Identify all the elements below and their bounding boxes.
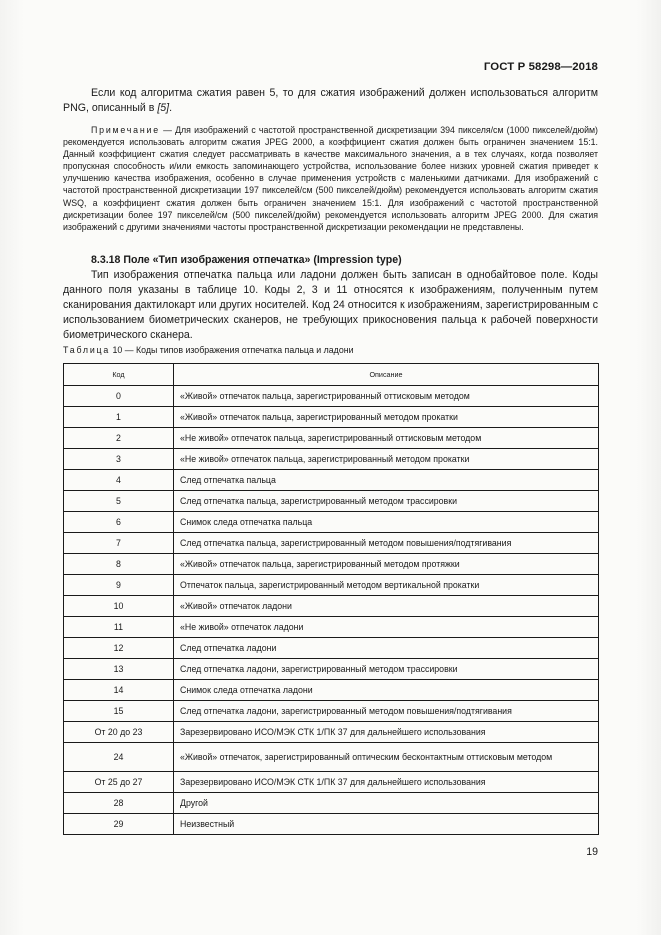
table-cell-code: 3: [64, 449, 174, 470]
table-row: [64, 533, 599, 554]
table-row: [64, 407, 599, 428]
table-row: [64, 386, 599, 407]
table-cell-description: След отпечатка пальца: [174, 470, 599, 491]
table-row: [64, 701, 599, 722]
table-cell-code: 24: [64, 743, 174, 772]
column-header-description: Описание: [174, 364, 599, 386]
page-number: 19: [586, 846, 598, 858]
table-row: [64, 743, 599, 772]
standard-header: ГОСТ Р 58298—2018: [483, 61, 598, 73]
table-row: [64, 491, 599, 512]
table-cell-description: След отпечатка ладони: [174, 638, 599, 659]
table-cell-code: 5: [64, 491, 174, 512]
table-cell-description: «Живой» отпечаток, зарегистрированный оптическим бесконтактным оттисковым методом: [174, 743, 599, 772]
table-caption-label: Таблица: [63, 345, 111, 355]
table-row: [64, 575, 599, 596]
note-label: Примечание: [91, 125, 160, 135]
table-cell-description: Отпечаток пальца, зарегистрированный методом вертикальной прокатки: [174, 575, 599, 596]
table-cell-code: 6: [64, 512, 174, 533]
table-caption: [63, 345, 353, 355]
table-cell-description: «Не живой» отпечаток пальца, зарегистрированный методом прокатки: [174, 449, 599, 470]
table-cell-code: 9: [64, 575, 174, 596]
table-caption-text: 10 — Коды типов изображения отпечатка пальца и ладони: [110, 345, 354, 355]
table-row: [64, 659, 599, 680]
table-cell-code: 12: [64, 638, 174, 659]
note-paragraph: [63, 124, 598, 233]
section-heading: 8.3.18 Поле «Тип изображения отпечатка» (Impression type): [91, 254, 402, 266]
table-cell-description: «Живой» отпечаток пальца, зарегистрированный методом протяжки: [174, 554, 599, 575]
table-row: [64, 680, 599, 701]
table-cell-code: 8: [64, 554, 174, 575]
table-row: [64, 617, 599, 638]
table-cell-description: След отпечатка ладони, зарегистрированный методом повышения/подтягивания: [174, 701, 599, 722]
table-row: [64, 554, 599, 575]
table-cell-description: След отпечатка пальца, зарегистрированный методом повышения/подтягивания: [174, 533, 599, 554]
table-cell-code: От 20 до 23: [64, 722, 174, 743]
table-cell-description: Зарезервировано ИСО/МЭК СТК 1/ПК 37 для дальнейшего использования: [174, 772, 599, 793]
table-row: [64, 428, 599, 449]
table-cell-code: От 25 до 27: [64, 772, 174, 793]
table-row: [64, 470, 599, 491]
table-cell-code: 10: [64, 596, 174, 617]
table-row: [64, 772, 599, 793]
table-cell-description: «Живой» отпечаток пальца, зарегистрированный оттисковым методом: [174, 386, 599, 407]
table-row: [64, 793, 599, 814]
table-cell-code: 28: [64, 793, 174, 814]
table-cell-description: «Не живой» отпечаток пальца, зарегистрированный оттисковым методом: [174, 428, 599, 449]
reference-5: [5]: [157, 102, 170, 114]
table-cell-code: 11: [64, 617, 174, 638]
table-body: [64, 386, 599, 835]
section-paragraph: [63, 268, 598, 343]
paragraph-png: Если код алгоритма сжатия равен 5, то для сжатия изображений должен использоваться алгоритм PNG, описанный в [5].: [63, 87, 598, 114]
table-header-row: [64, 364, 599, 386]
table-cell-code: 29: [64, 814, 174, 835]
table-cell-code: 0: [64, 386, 174, 407]
paragraph-png-text: Если код алгоритма сжатия равен 5, то для сжатия изображений должен использоваться алгоритм PNG, описанный в: [63, 87, 598, 114]
note-text: — Для изображений с частотой пространственной дискретизации 394 пикселя/см (1000 пикселей/дюйм) рекомендуется использовать алгоритм сжатия JPEG 2000, а коэффициент сжатия должен быть ограничен значением 15:1. Данный коэффициент сжатия следует рассматривать в качестве максимального значения, а в тех случаях, когда позволяет пропускная способность и/или емкость запоминающего устройства, использование более низких уровней сжатия приведет к улучшению качества изображения, особенно в случае применения устройств с маленькими датчиками. Для изображений с частотой пространственной дискретизации 197 пикселей/см (500 пикселей/дюйм) рекомендуется использовать алгоритм сжатия WSQ, а коэффициент сжатия должен быть ограничен значением 15:1. Для изображений с частотой пространственной дискретизации более 197 пикселей/см (500 пикселей/дюйм) рекомендуется использовать алгоритм JPEG 2000. Для сжатия изображений с другими значениями частоты пространственной дискретизации рекомендации не представлены.: [63, 125, 598, 232]
table-cell-code: 1: [64, 407, 174, 428]
table-cell-description: «Живой» отпечаток пальца, зарегистрированный методом прокатки: [174, 407, 599, 428]
column-header-code: Код: [64, 364, 174, 386]
impression-type-table: [63, 363, 599, 835]
table-cell-description: Неизвестный: [174, 814, 599, 835]
table-cell-description: Снимок следа отпечатка ладони: [174, 680, 599, 701]
table-cell-description: «Живой» отпечаток ладони: [174, 596, 599, 617]
table-row: [64, 512, 599, 533]
table-cell-description: Зарезервировано ИСО/МЭК СТК 1/ПК 37 для дальнейшего использования: [174, 722, 599, 743]
section-text: Тип изображения отпечатка пальца или ладони должен быть записан в однобайтовое поле. Коды данного поля указаны в таблице 10. Коды 2, 3 и 11 относятся к изображениям, полученным путем сканирования дактилокарт или других носителей. Код 24 относится к изображениям, зарегистрированным с использованием биометрических сканеров, не требующих прикосновения пальца к рабочей поверхности биометрического сканера.: [63, 269, 598, 341]
table-cell-code: 15: [64, 701, 174, 722]
table-cell-code: 7: [64, 533, 174, 554]
table-cell-code: 13: [64, 659, 174, 680]
table-row: [64, 638, 599, 659]
table-cell-description: «Не живой» отпечаток ладони: [174, 617, 599, 638]
table-row: [64, 722, 599, 743]
table-cell-description: Снимок следа отпечатка пальца: [174, 512, 599, 533]
table-cell-code: 4: [64, 470, 174, 491]
table-cell-description: След отпечатка пальца, зарегистрированный методом трассировки: [174, 491, 599, 512]
table-row: [64, 596, 599, 617]
table-row: [64, 449, 599, 470]
table-cell-code: 14: [64, 680, 174, 701]
table-cell-description: След отпечатка ладони, зарегистрированный методом трассировки: [174, 659, 599, 680]
table-row: [64, 814, 599, 835]
table-cell-code: 2: [64, 428, 174, 449]
table-cell-description: Другой: [174, 793, 599, 814]
